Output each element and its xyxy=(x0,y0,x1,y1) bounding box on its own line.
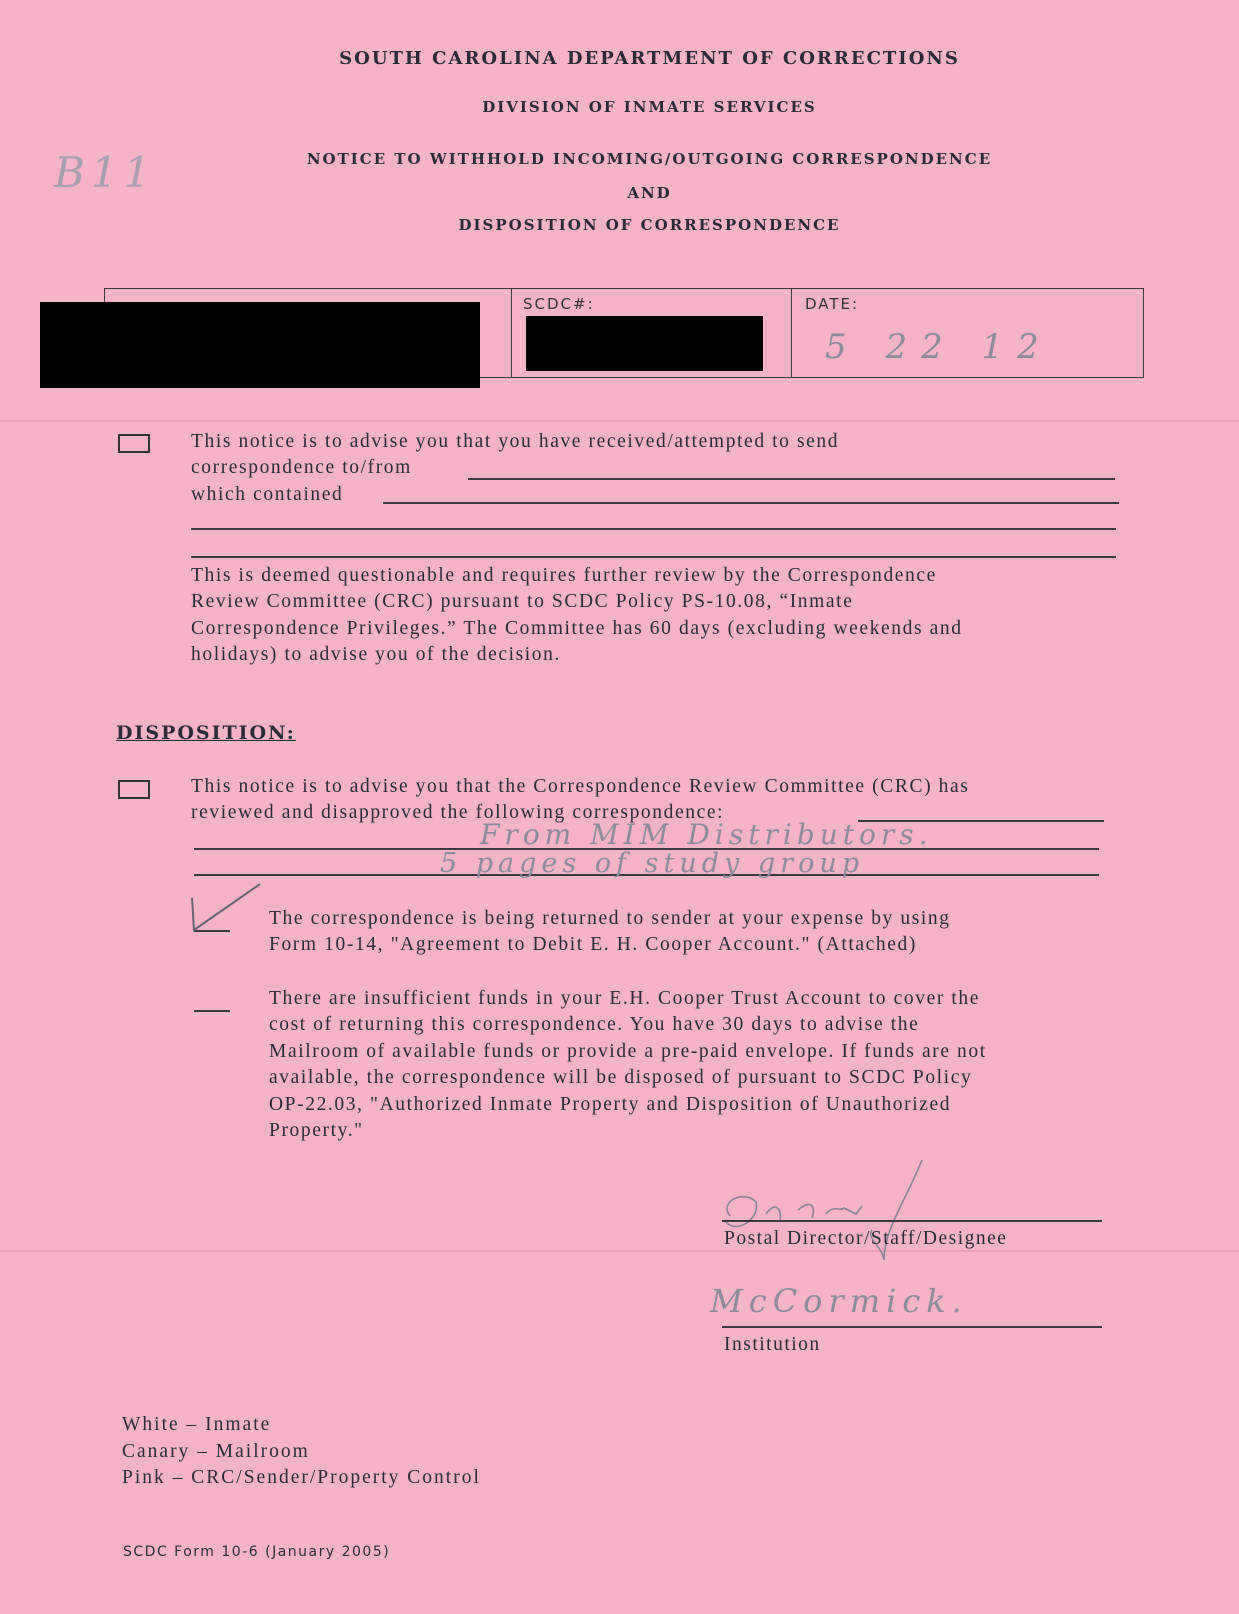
disposition-heading: DISPOSITION: xyxy=(116,722,296,744)
copy-canary: Canary – Mailroom xyxy=(122,1440,310,1462)
disposition-line-2: reviewed and disapproved the following correspondence: xyxy=(191,802,725,823)
agency-heading: SOUTH CAROLINA DEPARTMENT OF CORRECTIONS xyxy=(339,48,960,69)
title-line-1: NOTICE TO WITHHOLD INCOMING/OUTGOING CORRESPONDENCE xyxy=(306,150,993,168)
option1-line-1: The correspondence is being returned to sender at your expense by using xyxy=(269,908,951,929)
option2-line-6: Property." xyxy=(269,1120,364,1141)
option2-line-4: available, the correspondence will be disposed of pursuant to SCDC Policy xyxy=(269,1067,973,1088)
checkmark-icon xyxy=(186,880,266,936)
copy-pink: Pink – CRC/Sender/Property Control xyxy=(122,1467,481,1488)
staff-signature xyxy=(716,1160,936,1270)
institution-value: McCormick. xyxy=(710,1282,968,1320)
disposition-line-1: This notice is to advise you that the Correspondence Review Committee (CRC) has xyxy=(191,776,970,797)
notice-para-3: Correspondence Privileges.” The Committee has 60 days (excluding weekends and xyxy=(191,618,963,639)
handwritten-contents: 5 pages of study group xyxy=(440,848,865,879)
contained-field[interactable] xyxy=(383,502,1119,504)
paper-fold xyxy=(0,1250,1239,1252)
institution-line[interactable] xyxy=(722,1326,1102,1328)
scdc-number-redaction xyxy=(526,316,763,371)
option1-line-2: Form 10-14, "Agreement to Debit E. H. Cooper Account." (Attached) xyxy=(269,934,917,955)
date-label: DATE: xyxy=(805,295,860,313)
notice-line-3: which contained xyxy=(191,484,344,505)
date-value: 5 22 12 xyxy=(825,327,1053,367)
title-line-2: AND xyxy=(627,184,672,202)
contained-field-2[interactable] xyxy=(191,528,1116,530)
postal-director-label: Postal Director/Staff/Designee xyxy=(724,1228,1008,1249)
copy-distribution xyxy=(122,1412,481,1492)
to-from-field[interactable] xyxy=(468,478,1115,480)
paper-fold xyxy=(0,420,1239,422)
notice-checkbox[interactable] xyxy=(118,434,150,453)
name-redaction xyxy=(40,302,480,388)
form-number: SCDC Form 10-6 (January 2005) xyxy=(123,1544,391,1560)
notice-para-1: This is deemed questionable and requires further review by the Correspondence xyxy=(191,565,937,586)
option2-line-1: There are insufficient funds in your E.H. Cooper Trust Account to cover the xyxy=(269,988,981,1009)
margin-note: B11 xyxy=(54,148,157,197)
institution-label: Institution xyxy=(724,1334,821,1355)
option2-line-2: cost of returning this correspondence. You have 30 days to advise the xyxy=(269,1014,920,1035)
notice-line-1: This notice is to advise you that you have received/attempted to send xyxy=(191,431,840,452)
handwritten-sender: From MIM Distributors. xyxy=(480,818,933,851)
contained-field-3[interactable] xyxy=(191,556,1116,558)
title-line-3: DISPOSITION OF CORRESPONDENCE xyxy=(458,216,841,234)
option2-line-3: Mailroom of available funds or provide a pre-paid envelope. If funds are not xyxy=(269,1041,987,1062)
copy-white: White – Inmate xyxy=(122,1414,272,1435)
disposition-checkbox[interactable] xyxy=(118,780,150,799)
notice-line-2: correspondence to/from xyxy=(191,457,412,478)
scdc-number-label: SCDC#: xyxy=(523,295,595,313)
option2-line-5: OP-22.03, "Authorized Inmate Property and Disposition of Unauthorized xyxy=(269,1094,952,1115)
postal-director-signature-line[interactable] xyxy=(722,1220,1102,1222)
notice-para-4: holidays) to advise you of the decision. xyxy=(191,644,561,665)
option2-blank[interactable] xyxy=(194,1010,230,1012)
notice-para-2: Review Committee (CRC) pursuant to SCDC Policy PS-10.08, “Inmate xyxy=(191,591,854,612)
division-heading: DIVISION OF INMATE SERVICES xyxy=(482,98,817,116)
